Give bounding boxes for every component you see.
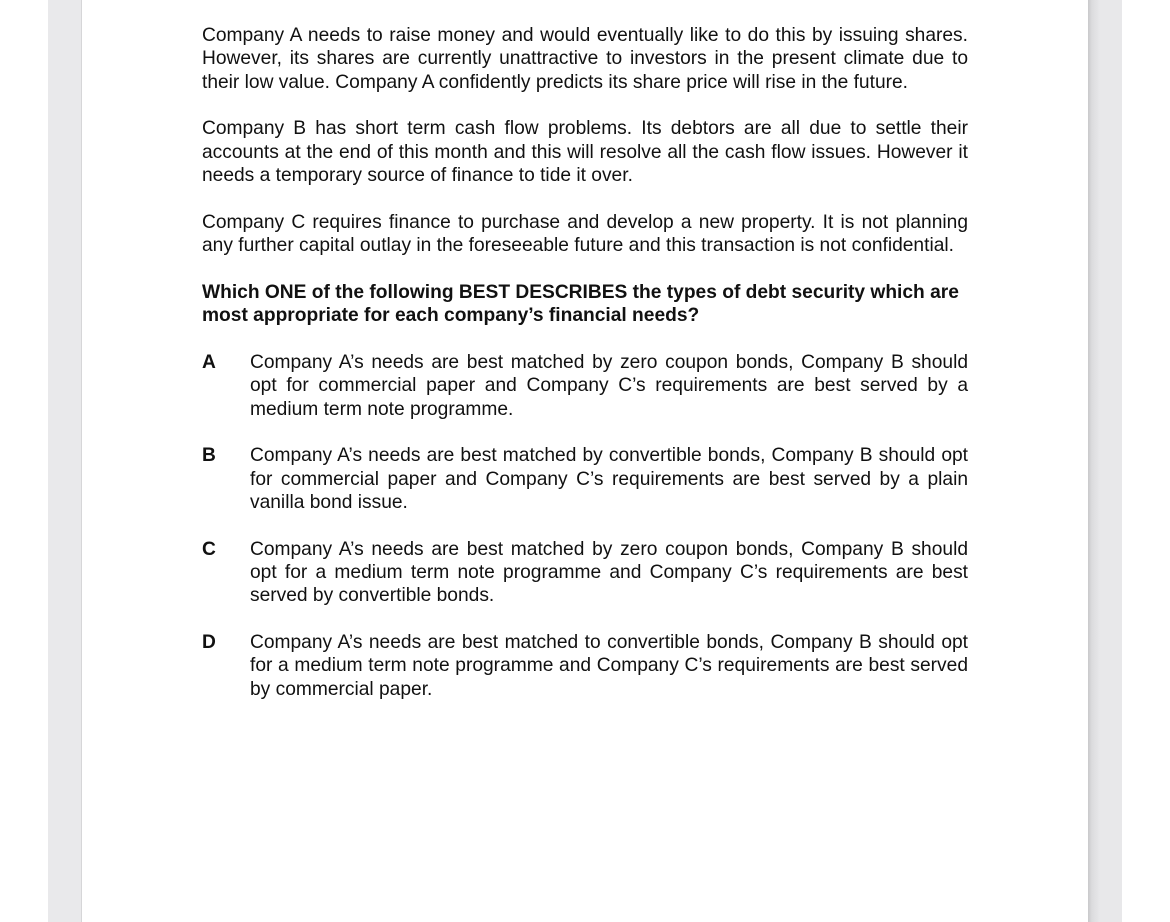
viewer-background-left — [48, 0, 81, 922]
answer-option-d — [202, 631, 968, 701]
option-text: Company A’s needs are best matched by zero coupon bonds, Company B should opt for commercial paper and Company C’s requirements are best served by a medium term note programme. — [250, 351, 968, 420]
answer-option-a — [202, 351, 968, 421]
question-text: Which ONE of the following BEST DESCRIBES the types of debt security which are most appropriate for each company’s financial needs? — [202, 281, 959, 327]
viewer-background-right — [1088, 0, 1122, 922]
answer-option-b — [202, 444, 968, 514]
option-letter: A — [202, 351, 216, 373]
scenario-company-b: Company B has short term cash flow problems. Its debtors are all due to settle their accounts at the end of this month and this will resolve all the cash flow issues. However it needs a temporary source of finance to tide it over. — [202, 118, 968, 186]
option-text: Company A’s needs are best matched to convertible bonds, Company B should opt for a medium term note programme and Company C’s requirements are best served by commercial paper. — [250, 632, 968, 700]
option-letter: D — [202, 632, 216, 654]
option-text: Company A’s needs are best matched by zero coupon bonds, Company B should opt for a medium term note programme and Company C’s requirements are best served by convertible bonds. — [250, 538, 968, 607]
option-letter: B — [202, 445, 216, 467]
option-text: Company A’s needs are best matched by convertible bonds, Company B should opt for commercial paper and Company C’s requirements are best served by a plain vanilla bond issue. — [250, 445, 968, 513]
answer-option-c — [202, 538, 968, 608]
option-letter: C — [202, 538, 216, 560]
page-content — [202, 24, 968, 725]
scenario-company-c: Company C requires finance to purchase and develop a new property. It is not planning any further capital outlay in the foreseeable future and this transaction is not confidential. — [202, 211, 968, 257]
scenario-company-a: Company A needs to raise money and would eventually like to do this by issuing shares. However, its shares are currently unattractive to investors in the present climate due to their low value. Company A confidently predicts its share price will rise in the future. — [202, 25, 968, 93]
